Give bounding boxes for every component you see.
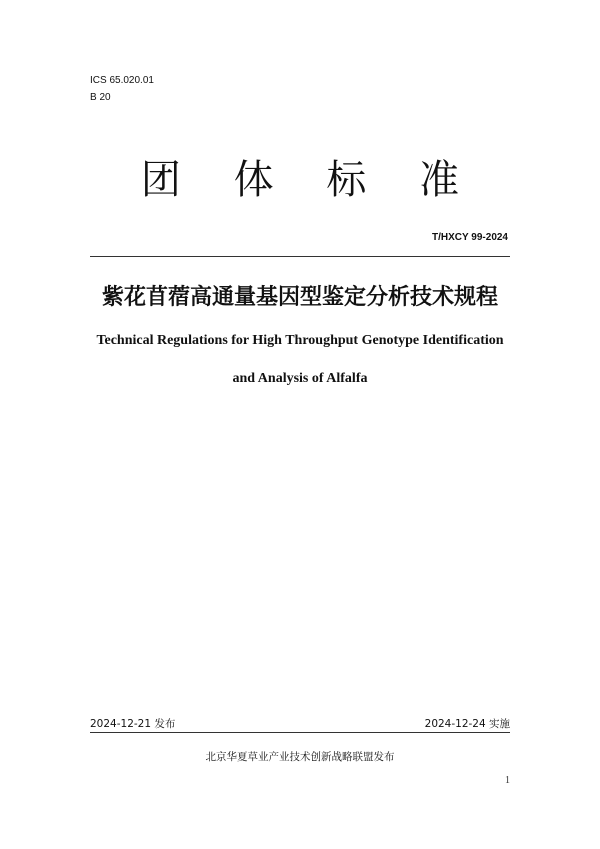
english-title-line-1: Technical Regulations for High Throughput Genotype Identification [96,333,504,348]
chinese-title: 紫花苜蓿高通量基因型鉴定分析技术规程 [101,285,498,310]
ics-code: ICS 65.020.01 [90,75,154,86]
english-title-line-2: and Analysis of Alfalfa [232,371,368,386]
standard-number: T/HXCY 99-2024 [432,232,508,243]
issue-date: 2024-12-21 发布 [90,718,176,730]
footer-divider [90,732,510,733]
document-type-heading: 团 体 标 准 [140,157,480,203]
page-number: 1 [505,775,510,786]
ccs-code: B 20 [90,92,111,103]
publisher: 北京华夏草业产业技术创新战略联盟发布 [205,751,395,763]
implementation-date: 2024-12-24 实施 [424,718,510,730]
header-divider [90,256,510,257]
